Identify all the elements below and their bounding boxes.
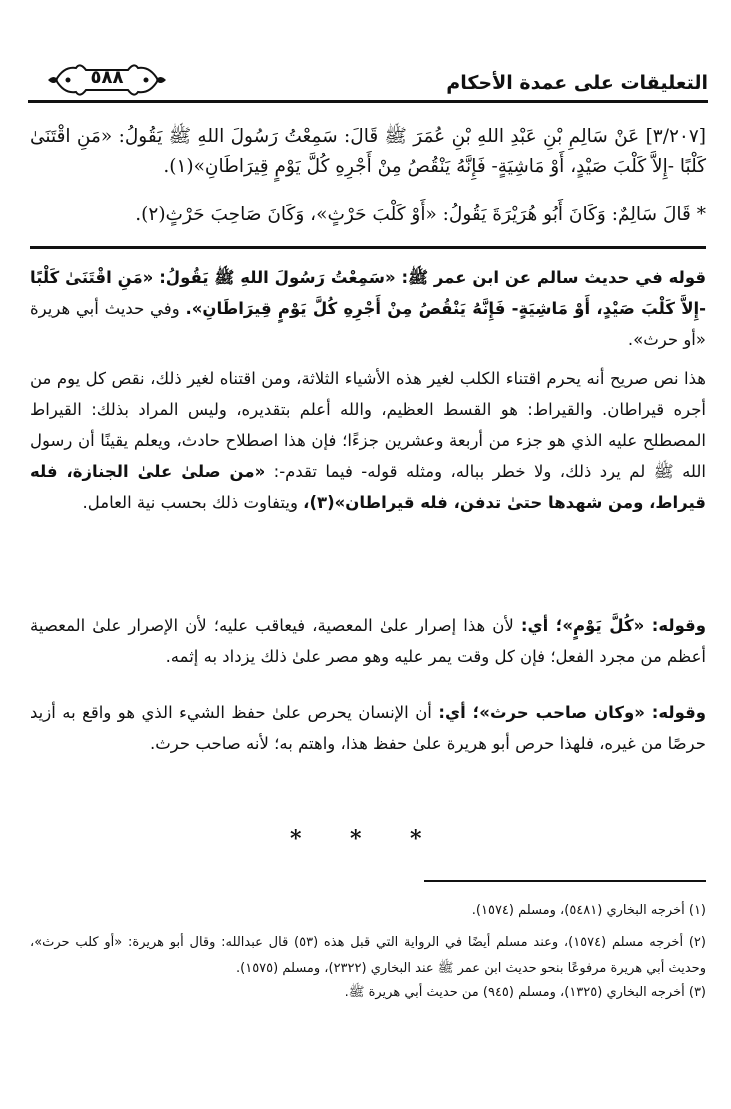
footnote-3: (٣) أخرجه البخاري (١٣٢٥)، ومسلم (٩٤٥) من حديث أبي هريرة ﷺ.	[344, 985, 706, 1000]
star-icon: *	[290, 826, 302, 852]
header-rule	[28, 100, 708, 103]
star-icon: *	[350, 826, 362, 852]
commentary-paragraph-2	[30, 363, 706, 518]
section-separator	[230, 826, 480, 856]
commentary-quote: قوله في حديث سالم عن ابن عمر ﷺ: «سَمِعْتُ رَسُولَ اللهِ ﷺ يَقُولُ: «مَنِ اقْتَنَىٰ كَلْبًا -إِلاَّ كَلْبَ صَيْدٍ، أَوْ مَاشِيَةٍ- فَإِنَّهُ يَنْقُصُ مِنْ أَجْرِهِ كُلَّ يَوْمٍ قِيرَاطَانِ».	[30, 268, 706, 318]
hadith-addendum: * قَالَ سَالِمٌ: وَكَانَ أَبُو هُرَيْرَةَ يَقُولُ: «أَوْ كَلْبَ حَرْثٍ»، وَكَانَ صَاحِبَ حَرْثٍ(٢).	[135, 204, 706, 225]
footnote-rule	[424, 880, 706, 882]
commentary-paragraph-4	[30, 697, 706, 759]
commentary-text: ويتفاوت ذلك بحسب نية العامل.	[82, 493, 298, 512]
commentary-quote: وقوله: «وكان صاحب حرث»؛ أي:	[438, 703, 707, 722]
commentary-paragraph-1	[30, 262, 706, 355]
commentary-text: وفي حديث أبي هريرة «أو حرث».	[30, 299, 706, 349]
section-divider	[30, 246, 706, 249]
running-title: التعليقات على عمدة الأحكام	[446, 72, 708, 94]
hadith-text: [٣/٢٠٧] عَنْ سَالِمِ بْنِ عَبْدِ اللهِ بْنِ عُمَرَ ﷺ قَالَ: سَمِعْتُ رَسُولَ اللهِ ﷺ يَقُولُ: «مَنِ اقْتَنَىٰ كَلْبًا -إِلاَّ كَلْبَ صَيْدٍ، أَوْ مَاشِيَةٍ- فَإِنَّهُ يَنْقُصُ مِنْ أَجْرِهِ كُلَّ يَوْمٍ قِيرَاطَانِ»(١).	[30, 126, 706, 177]
footnote-1: (١) أخرجه البخاري (٥٤٨١)، ومسلم (١٥٧٤).	[471, 903, 706, 918]
commentary-text: هذا نص صريح أنه يحرم اقتناء الكلب لغير هذه الأشياء الثلاثة، ومن اقتناه لغير ذلك، نقص كل يوم من أجره قيراطان. والقيراط: هو القسط العظيم، والله أعلم بتقديره، وليس المراد بذلك: القيراط المصطلح عليه الذي هو جزء من أربعة وعشرين جزءًا؛ فإن هذا اصطلاح حادث، ويعلم يقينًا أن رسول الله ﷺ لم يرد ذلك، ولا خطر بباله، ومثله قوله- فيما تقدم-:	[30, 369, 706, 481]
commentary-paragraph-3	[30, 610, 706, 672]
commentary-quote: وقوله: «كُلَّ يَوْمٍ»؛ أي:	[520, 616, 706, 635]
star-icon: *	[410, 826, 422, 852]
footnote-2: (٢) أخرجه مسلم (١٥٧٤)، وعند مسلم أيضًا في الرواية التي قبل هذه (٥٣) قال عبدالله: وقال أبو هريرة: «أو كلب حرث»، وحديث أبي هريرة مرفوعًا بنحو حديث ابن عمر ﷺ عند البخاري (٢٣٢٢)، ومسلم (١٥٧٥).	[30, 935, 706, 976]
commentary-text: أن الإنسان يحرص علىٰ حفظ الشيء الذي هو واقع به أزيد حرصًا من غيره، فلهذا حرص أبو هريرة علىٰ حفظ هذا، واهتم به؛ لأنه صاحب حرث.	[30, 703, 706, 753]
page-number: ٥٨٨	[90, 67, 124, 88]
page-header	[28, 58, 708, 110]
commentary-text: لأن هذا إصرار علىٰ المعصية، فيعاقب عليه؛ لأن الإصرار علىٰ المعصية أعظم من مجرد الفعل؛ فإن كل وقت يمر عليه وهو مصر علىٰ ذلك يزداد به إثمه.	[30, 616, 706, 666]
page-number-ornament	[46, 60, 168, 100]
commentary-quote: «من صلىٰ علىٰ الجنازة، فله قيراط، ومن شهدها حتىٰ تدفن، فله قيراطان»(٣)،	[30, 462, 706, 512]
